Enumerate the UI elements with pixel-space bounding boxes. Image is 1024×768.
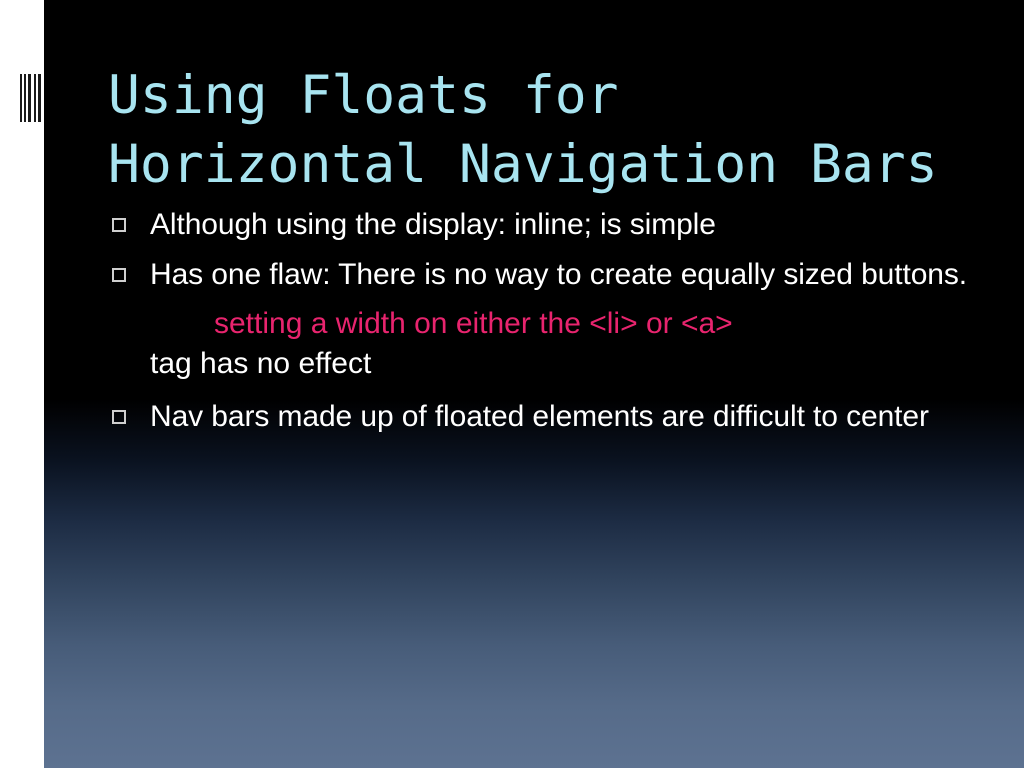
list-item-text: Nav bars made up of floated elements are difficult to center (150, 400, 929, 434)
list-item (112, 205, 992, 245)
list-item-text: Although using the display: inline; is simple (150, 208, 716, 241)
sub-note-highlight: setting a width on either the <li> or <a> (214, 307, 733, 341)
color-bars-decoration (27, 508, 41, 760)
bullet-square-icon (112, 218, 126, 232)
slide-title: Using Floats for Horizontal Navigation Bars (108, 65, 938, 195)
sub-note (112, 304, 992, 383)
list-item-text: Has one flaw: There is no way to create equally sized buttons. (150, 257, 968, 291)
list-item (112, 397, 992, 437)
barcode-decoration-icon (20, 74, 44, 122)
bar-white-rule (27, 508, 36, 760)
list-item (112, 255, 992, 295)
sub-note-rest: tag has no effect (150, 346, 372, 380)
bullet-square-icon (112, 410, 126, 424)
bullet-square-icon (112, 268, 126, 282)
slide-body (112, 205, 992, 447)
